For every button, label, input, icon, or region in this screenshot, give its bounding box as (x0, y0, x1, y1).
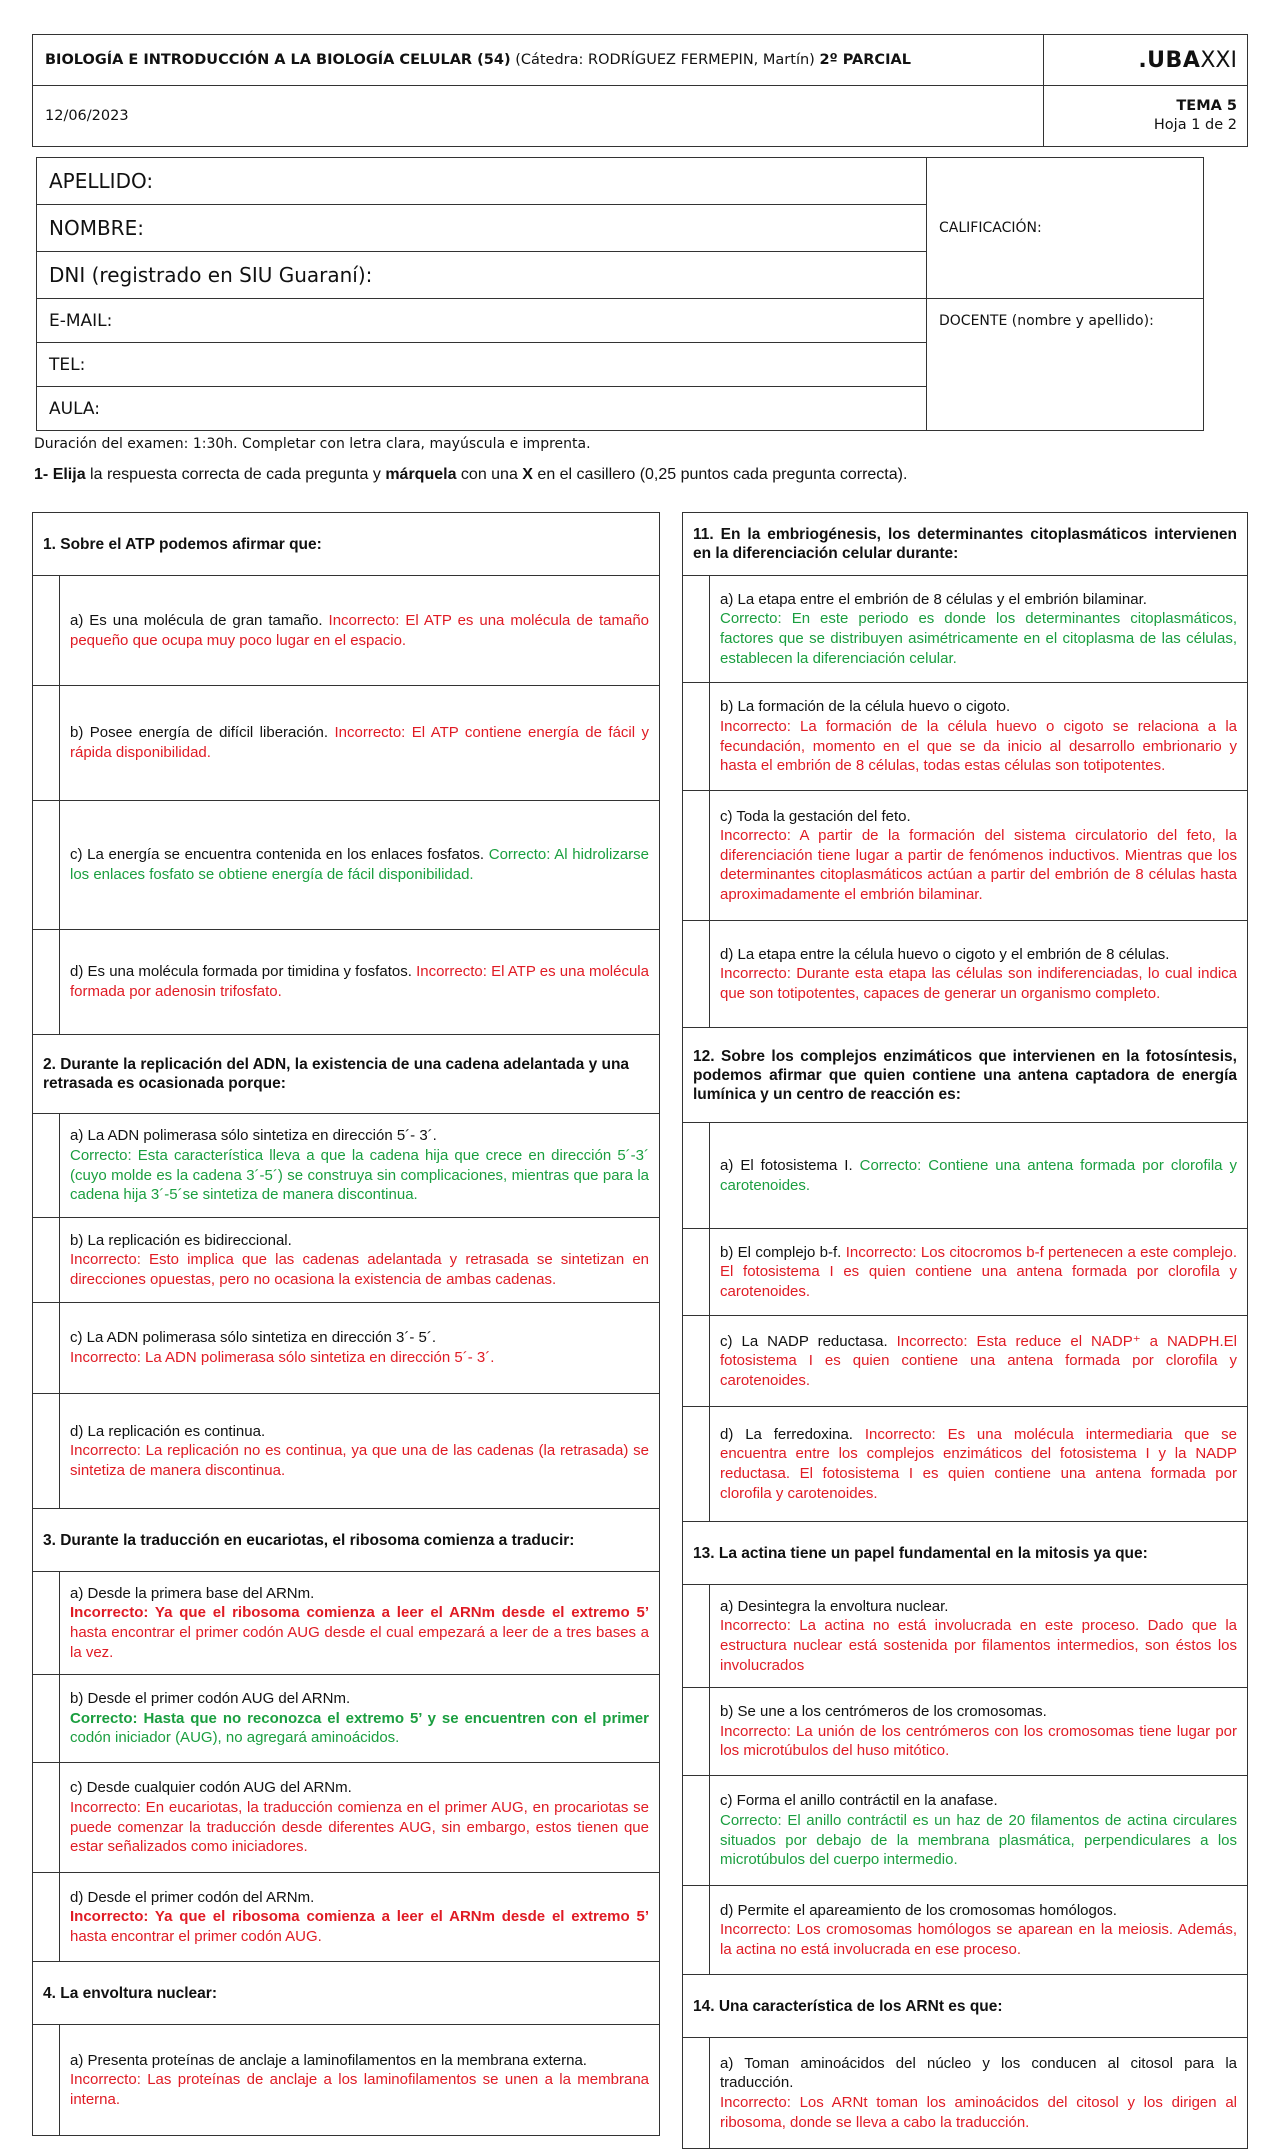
question-13-title: 13. La actina tiene un papel fundamental en la mitosis ya que: (683, 1522, 1248, 1585)
calificacion-field: CALIFICACIÓN: (927, 158, 1204, 299)
option-a (710, 1123, 1248, 1229)
option-a (710, 2038, 1248, 2149)
option-b (60, 1675, 660, 1763)
question-title: 1. Sobre el ATP podemos afirmar que: (33, 513, 660, 576)
option-text: b) La formación de la célula huevo o cigoto. (720, 698, 1011, 716)
answer-checkbox[interactable] (33, 1763, 60, 1873)
answer-checkbox[interactable] (33, 1303, 60, 1394)
question-1 (32, 512, 660, 2136)
exam-title (33, 35, 1044, 86)
exam-name: 2º PARCIAL (819, 52, 911, 68)
answer-checkbox[interactable] (33, 1394, 60, 1509)
option-a (60, 576, 660, 686)
option-feedback: Incorrecto: El ATP contiene energía de fácil y rápida disponibilidad. (70, 724, 650, 761)
hoja-label: Hoja 1 de 2 (1153, 117, 1237, 133)
option-feedback: Correcto: Al hidrolizarse los enlaces fosfato se obtiene energía de fácil disponibilidad. (70, 846, 650, 883)
answer-checkbox[interactable] (33, 2025, 60, 2136)
option-d (60, 1873, 660, 1962)
option-d (710, 1407, 1248, 1522)
answer-checkbox[interactable] (683, 791, 710, 921)
option-text: b) Se une a los centrómeros de los cromosomas. (720, 1703, 1047, 1721)
instr-t3: en el casillero (0,25 puntos cada pregunta correcta). (532, 466, 908, 483)
option-feedback: Incorrecto: La ADN polimerasa sólo sintetiza en dirección 5´- 3´. (70, 1349, 495, 1366)
option-feedback: Incorrecto: Los ARNt toman los aminoácidos del citosol y los dirigen al ribosoma, donde se lleva a cabo la traducción. (720, 2094, 1237, 2131)
option-text: c) La NADP reductasa. (720, 1332, 888, 1350)
answer-checkbox[interactable] (683, 1123, 710, 1229)
option-b (60, 1218, 660, 1303)
option-text: b) Desde el primer codón AUG del ARNm. (70, 1690, 351, 1708)
aula-field[interactable]: AULA: (37, 387, 927, 431)
option-text: c) Desde cualquier codón AUG del ARNm. (70, 1779, 352, 1797)
dni-field[interactable]: DNI (registrado en SIU Guaraní): (37, 252, 927, 299)
answer-checkbox[interactable] (683, 1688, 710, 1776)
option-feedback-cont: codón iniciador (AUG), no agregará aminoácidos. (70, 1729, 400, 1747)
option-c (710, 1316, 1248, 1407)
option-c (60, 1763, 660, 1873)
option-text: d) La etapa entre la célula huevo o cigoto y el embrión de 8 células. (720, 945, 1170, 963)
option-feedback: Correcto: Contiene una antena formada por clorofila y carotenoides. (720, 1156, 1237, 1194)
answer-checkbox[interactable] (683, 1407, 710, 1522)
uba-logo-suffix: XXI (1200, 47, 1237, 73)
option-text: d) Permite el apareamiento de los cromosomas homólogos. (720, 1901, 1117, 1919)
course-name: BIOLOGÍA E INTRODUCCIÓN A LA BIOLOGÍA CELULAR (54) (45, 52, 511, 68)
option-feedback: Correcto: En este periodo es donde los determinantes citoplasmáticos, factores que se distribuyen asimétricamente en el citoplasma de las células, establecen la diferenciación celular. (720, 610, 1237, 667)
option-feedback: Incorrecto: El ATP es una molécula formada por adenosin trifosfato. (70, 963, 649, 1000)
answer-checkbox[interactable] (33, 1114, 60, 1218)
option-feedback: Correcto: Esta característica lleva a que la cadena hija que crece en dirección 5´-3´ (cuyo molde es la cadena 3´-5´) se construya sin complicaciones, mientras que para la cadena hija 3´-5´se sintetiza de manera discontinua. (70, 1146, 649, 1204)
instr-b3: X (522, 466, 533, 483)
option-text: c) Forma el anillo contráctil en la anafase. (720, 1792, 998, 1810)
instr-b1: Elija (52, 466, 86, 483)
option-feedback: Incorrecto: Los cromosomas homólogos se aparean en la meiosis. Además, la actina no está involucrada en ese proceso. (720, 1921, 1237, 1958)
instr-num: 1- (34, 466, 49, 483)
answer-checkbox[interactable] (33, 1675, 60, 1763)
option-text: c) La ADN polimerasa sólo sintetiza en dirección 3´- 5´. (70, 1329, 436, 1347)
option-text: a) El fotosistema I. (720, 1156, 853, 1174)
answer-checkbox[interactable] (33, 1218, 60, 1303)
question-14-title: 14. Una característica de los ARNt es que: (683, 1975, 1248, 2038)
option-text: a) La etapa entre el embrión de 8 células y el embrión bilaminar. (720, 590, 1147, 608)
option-d (710, 1886, 1248, 1975)
answer-checkbox[interactable] (683, 683, 710, 791)
option-text: d) Desde el primer codón del ARNm. (70, 1888, 315, 1906)
nombre-field[interactable]: NOMBRE: (37, 205, 927, 252)
option-text: c) Toda la gestación del feto. (720, 807, 911, 825)
option-text: a) Desde la primera base del ARNm. (70, 1584, 315, 1602)
option-feedback: Correcto: Hasta que no reconozca el extremo 5’ y se encuentren con el primer (70, 1709, 649, 1727)
answer-checkbox[interactable] (33, 1873, 60, 1962)
option-text: d) Es una molécula formada por timidina y fosfatos. (70, 963, 412, 981)
option-d (60, 930, 660, 1035)
option-feedback: Incorrecto: El ATP es una molécula de tamaño pequeño que ocupa muy poco lugar en el espacio. (70, 611, 650, 649)
option-a (60, 1114, 660, 1218)
exam-date: 12/06/2023 (33, 86, 1044, 147)
instr-b2: márquela (385, 466, 457, 483)
student-info-form (36, 157, 1204, 431)
option-b (710, 1688, 1248, 1776)
exam-duration: Duración del examen: 1:30h. Completar con letra clara, mayúscula e imprenta. (34, 436, 591, 452)
option-text: b) La replicación es bidireccional. (70, 1231, 292, 1249)
option-a (710, 576, 1248, 683)
answer-checkbox[interactable] (683, 1229, 710, 1316)
option-text: a) Desintegra la envoltura nuclear. (720, 1597, 949, 1615)
answer-checkbox[interactable] (33, 930, 60, 1035)
option-feedback-cont: hasta encontrar el primer codón AUG. (70, 1927, 322, 1945)
option-text: d) La ferredoxina. (720, 1425, 853, 1443)
instr-t2: con una (456, 466, 523, 483)
answer-checkbox[interactable] (683, 921, 710, 1028)
option-feedback-cont: hasta encontrar el primer codón AUG desde el cual empezará a leer de a tres bases a la vez. (70, 1624, 649, 1661)
option-feedback: Incorrecto: Ya que el ribosoma comienza a leer el ARNm desde el extremo 5’ (70, 1604, 649, 1622)
option-feedback: Incorrecto: Los citocromos b-f pertenecen a este complejo. El fotosistema I es quien contiene una antena formada por clorofila y carotenoides. (720, 1243, 1237, 1300)
uba-logo-main: .UBA (1138, 47, 1201, 73)
uba-logo (1044, 35, 1248, 86)
question-3-title: 3. Durante la traducción en eucariotas, el ribosoma comienza a traducir: (33, 1509, 660, 1572)
option-text: c) La energía se encuentra contenida en los enlaces fosfatos. (70, 846, 485, 864)
docente-field: DOCENTE (nombre y apellido): (927, 299, 1204, 431)
option-feedback: Incorrecto: La actina no está involucrada en este proceso. Dado que la estructura nuclear está sostenida por filamentos intermedios, son éstos los involucrados (720, 1617, 1237, 1674)
option-a (60, 1572, 660, 1675)
option-b (60, 686, 660, 801)
option-c (60, 801, 660, 930)
questions-left-column (32, 512, 660, 2136)
option-d (60, 1394, 660, 1509)
exam-page (32, 34, 1248, 2131)
option-text: b) El complejo b-f. (720, 1243, 842, 1261)
option-feedback: Incorrecto: La replicación no es continua, ya que una de las cadenas (la retrasada) se sintetiza de manera discontinua. (70, 1442, 649, 1479)
tema-label: TEMA 5 (1176, 98, 1237, 115)
option-text: b) Posee energía de difícil liberación. (70, 724, 329, 742)
answer-checkbox[interactable] (683, 576, 710, 683)
option-feedback: Incorrecto: Esta reduce el NADP⁺ a NADPH.El fotosistema I es quien contiene una antena formada por clorofila y carotenoides. (720, 1332, 1237, 1389)
option-feedback: Incorrecto: Ya que el ribosoma comienza a leer el ARNm desde el extremo 5’ (70, 1908, 649, 1926)
option-text: a) Presenta proteínas de anclaje a laminofilamentos en la membrana externa. (70, 2051, 587, 2069)
answer-checkbox[interactable] (33, 801, 60, 930)
tema-cell (1044, 86, 1248, 147)
option-text: a) Es una molécula de gran tamaño. (70, 611, 323, 629)
question-12-title: 12. Sobre los complejos enzimáticos que intervienen en la fotosíntesis, podemos afirmar que quien contiene una antena captadora de energía lumínica y un centro de reacción es: (683, 1028, 1248, 1123)
option-b (710, 1229, 1248, 1316)
option-feedback: Incorrecto: La unión de los centrómeros con los cromosomas tiene lugar por los microtúbulos del huso mitótico. (720, 1722, 1237, 1760)
option-a (710, 1585, 1248, 1688)
instr-t1: la respuesta correcta de cada pregunta y (85, 466, 386, 483)
question-2-title: 2. Durante la replicación del ADN, la existencia de una cadena adelantada y una retrasada es ocasionada porque: (33, 1035, 660, 1114)
tel-field[interactable]: TEL: (37, 343, 927, 387)
option-c (710, 1776, 1248, 1886)
question-11 (682, 512, 1248, 2149)
option-feedback: Incorrecto: En eucariotas, la traducción comienza en el primer AUG, en procariotas se puede comenzar la traducción desde diferentes AUG, sin embargo, estos tienen que estar señalizados como iniciadores. (70, 1798, 649, 1856)
email-field[interactable]: E-MAIL: (37, 299, 927, 343)
answer-checkbox[interactable] (33, 576, 60, 686)
questions-right-column (682, 512, 1248, 2149)
option-text: a) La ADN polimerasa sólo sintetiza en dirección 5´- 3´. (70, 1127, 437, 1145)
answer-checkbox[interactable] (33, 1572, 60, 1675)
option-b (710, 683, 1248, 791)
question-4-title: 4. La envoltura nuclear: (33, 1962, 660, 2025)
option-feedback: Incorrecto: Las proteínas de anclaje a los laminofilamentos se unen a la membrana interna. (70, 2071, 649, 2108)
option-c (60, 1303, 660, 1394)
apellido-field[interactable]: APELLIDO: (37, 158, 927, 205)
answer-checkbox[interactable] (683, 1316, 710, 1407)
option-feedback: Incorrecto: Durante esta etapa las células son indiferenciadas, lo cual indica que son totipotentes, capaces de generar un organismo completo. (720, 965, 1237, 1002)
option-d (710, 921, 1248, 1028)
exam-header (32, 34, 1248, 147)
answer-checkbox[interactable] (683, 1585, 710, 1688)
option-a (60, 2025, 660, 2136)
catedra: (Cátedra: RODRÍGUEZ FERMEPIN, Martín) (515, 52, 815, 68)
option-feedback: Incorrecto: Esto implica que las cadenas adelantada y retrasada se sintetizan en direcciones opuestas, pero no ocasiona la existencia de ambas cadenas. (70, 1251, 649, 1288)
option-feedback: Incorrecto: Es una molécula intermediaria que se encuentra entre los complejos enzimáticos del fotosistema I y la NADP reductasa. El fotosistema I es quien contiene una antena formada por clorofila y carotenoides. (720, 1425, 1238, 1502)
instructions (34, 466, 1248, 484)
question-11-title: 11. En la embriogénesis, los determinantes citoplasmáticos intervienen en la diferenciación celular durante: (683, 513, 1248, 576)
answer-checkbox[interactable] (33, 686, 60, 801)
option-c (710, 791, 1248, 921)
option-feedback: Incorrecto: La formación de la célula huevo o cigoto se relaciona a la fecundación, momento en el que se da inicio al desarrollo embrionario y hasta el embrión de 8 células, todas estas células son totipotentes. (720, 717, 1237, 775)
option-feedback: Correcto: El anillo contráctil es un haz de 20 filamentos de actina circulares situados por debajo de la membrana plasmática, perpendiculares a los microtúbulos del cuerpo intermedio. (720, 1811, 1237, 1869)
answer-checkbox[interactable] (683, 1886, 710, 1975)
answer-checkbox[interactable] (683, 1776, 710, 1886)
option-text: a) Toman aminoácidos del núcleo y los conducen al citosol para la traducción. (720, 2054, 1237, 2092)
option-feedback: Incorrecto: A partir de la formación del sistema circulatorio del feto, la diferenciación tiene lugar a partir de fenómenos inductivos. Mientras que los determinantes citoplasmáticos actúan a partir del embrión de 8 células hasta aproximadamente el embrión bilaminar. (720, 827, 1237, 903)
option-text: d) La replicación es continua. (70, 1422, 266, 1440)
answer-checkbox[interactable] (683, 2038, 710, 2149)
